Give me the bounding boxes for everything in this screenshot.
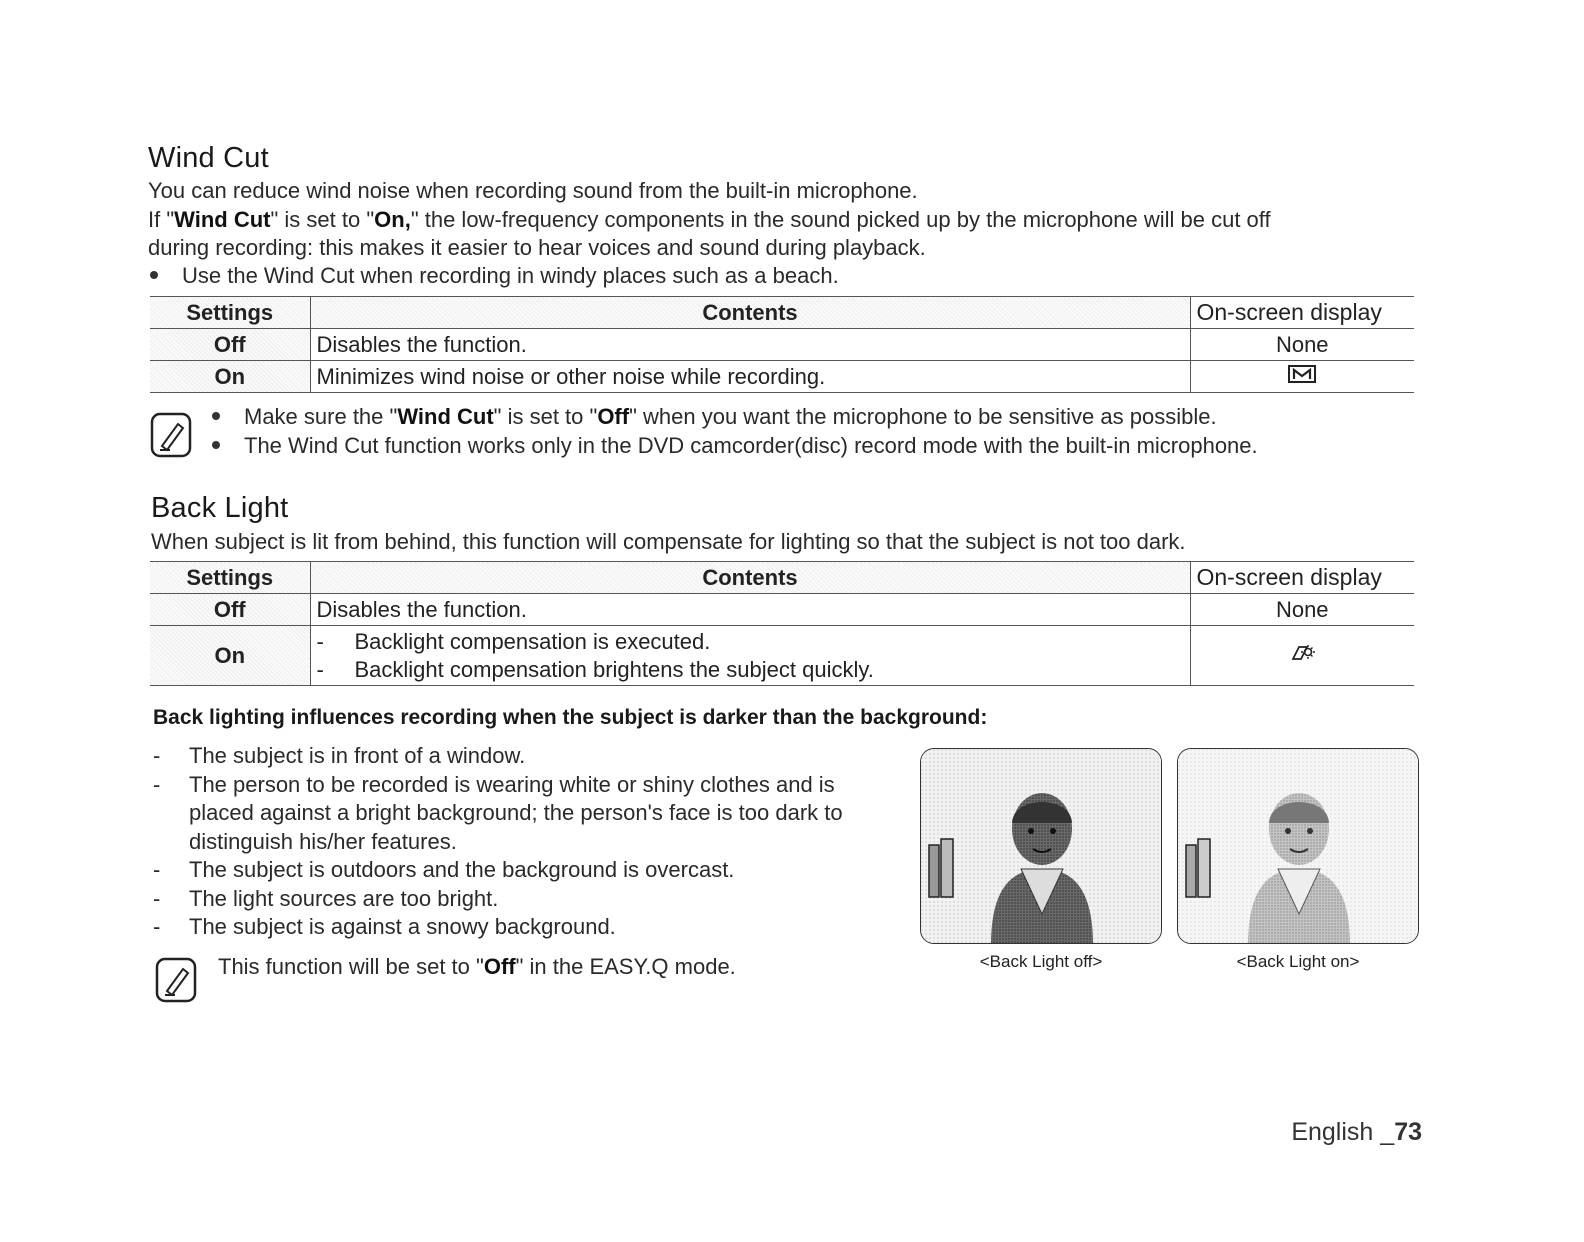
wind-cut-bullet-text: Use the Wind Cut when recording in windy places such as a beach. xyxy=(182,263,839,288)
display-cell xyxy=(1190,361,1414,393)
contents-line: - Backlight compensation is executed. xyxy=(316,628,711,654)
contents-cell xyxy=(310,626,1190,686)
back-light-conditions xyxy=(153,742,888,942)
header-onscreen-display: On-screen display xyxy=(1190,297,1414,329)
wind-cut-table xyxy=(150,296,1414,393)
note-item: The Wind Cut function works only in the DVD camcorder(disc) record mode with the built-in microphone. xyxy=(212,431,1258,460)
back-light-table xyxy=(150,561,1414,686)
caption-back-light-off: <Back Light off> xyxy=(979,952,1103,971)
wind-cut-line2: If "Wind Cut" is set to "On," the low-frequency components in the sound picked up by the microphone will be cut off xyxy=(148,206,1271,232)
photo-back-light-on xyxy=(1177,748,1419,944)
table-header-row xyxy=(150,562,1414,594)
bullet-icon xyxy=(212,412,220,420)
display-cell xyxy=(1190,626,1414,686)
table-row xyxy=(150,329,1414,361)
wind-cut-line3: during recording: this makes it easier to hear voices and sound during playback. xyxy=(148,235,926,260)
bullet-icon xyxy=(212,441,220,449)
list-item: - The subject is against a snowy background. xyxy=(153,914,616,939)
photo-back-light-off xyxy=(920,748,1162,944)
backlight-icon xyxy=(1287,641,1317,665)
header-settings: Settings xyxy=(150,297,310,329)
header-onscreen-display: On-screen display xyxy=(1190,562,1414,594)
table-row xyxy=(150,361,1414,393)
setting-cell: Off xyxy=(150,594,310,626)
child-photo-dark xyxy=(921,749,1162,944)
wind-cut-icon xyxy=(1287,363,1317,385)
note-item: Make sure the "Wind Cut" is set to "Off" when you want the microphone to be sensitive as possible. xyxy=(212,402,1258,431)
back-light-title: Back Light xyxy=(151,492,289,524)
list-item: - The light sources are too bright. xyxy=(153,885,499,911)
caption-back-light-on: <Back Light on> xyxy=(1236,952,1360,971)
contents-cell: Disables the function. xyxy=(310,594,1190,626)
display-cell: None xyxy=(1190,594,1414,626)
setting-cell: On xyxy=(150,361,310,393)
wind-cut-description xyxy=(148,177,1438,263)
list-item: - The subject is outdoors and the background is overcast. xyxy=(153,857,735,882)
back-light-note: This function will be set to "Off" in the EASY.Q mode. xyxy=(218,954,736,979)
setting-cell: Off xyxy=(150,329,310,361)
header-contents: Contents xyxy=(310,297,1190,329)
page-number: 73 xyxy=(1394,1118,1422,1146)
note-icon xyxy=(155,957,197,1003)
display-cell: None xyxy=(1190,329,1414,361)
list-item: - The subject is in front of a window. xyxy=(153,743,526,768)
wind-cut-line1: You can reduce wind noise when recording sound from the built-in microphone. xyxy=(148,178,918,203)
header-settings: Settings xyxy=(150,562,310,594)
list-item: - The person to be recorded is wearing white or shiny clothes and is placed against a bright background; the person's face is too dark to distinguish his/her features. xyxy=(153,771,843,854)
footer-language: English _ xyxy=(1291,1118,1395,1146)
setting-cell: On xyxy=(150,626,310,686)
table-row xyxy=(150,594,1414,626)
header-contents: Contents xyxy=(310,562,1190,594)
table-row xyxy=(150,626,1414,686)
wind-cut-bullet xyxy=(150,263,839,289)
bullet-icon xyxy=(150,271,158,279)
table-header-row xyxy=(150,297,1414,329)
note-icon xyxy=(150,412,192,458)
wind-cut-notes xyxy=(212,402,1258,460)
page-footer xyxy=(1291,1118,1422,1147)
contents-cell: Disables the function. xyxy=(310,329,1190,361)
contents-line: - Backlight compensation brightens the subject quickly. xyxy=(316,656,874,682)
wind-cut-title: Wind Cut xyxy=(148,142,269,174)
contents-cell: Minimizes wind noise or other noise while recording. xyxy=(310,361,1190,393)
back-light-intro: When subject is lit from behind, this function will compensate for lighting so that the subject is not too dark. xyxy=(151,529,1186,554)
child-photo-bright xyxy=(1178,749,1419,944)
back-light-subheading: Back lighting influences recording when the subject is darker than the background: xyxy=(153,706,988,729)
